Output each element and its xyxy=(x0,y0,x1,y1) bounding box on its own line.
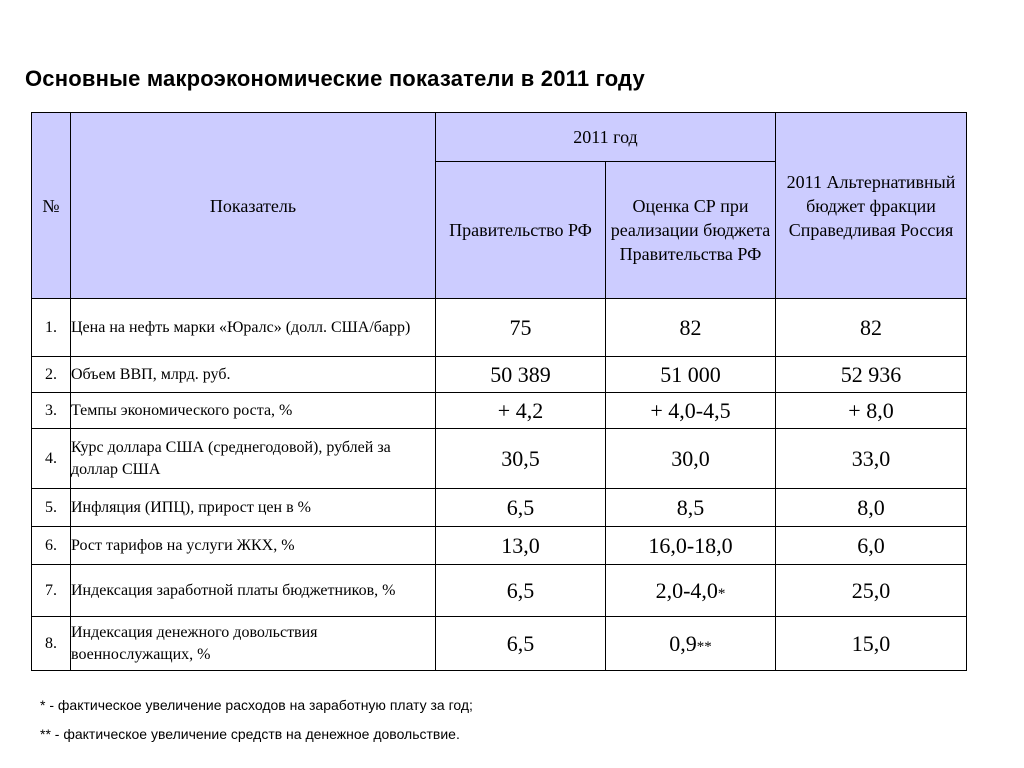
estimate-text: 30,0 xyxy=(671,445,710,471)
estimate-text: + 4,0-4,5 xyxy=(650,397,731,423)
row-number: 3. xyxy=(32,393,71,429)
header-indicator: Показатель xyxy=(71,113,436,299)
row-number: 1. xyxy=(32,299,71,357)
row-number: 4. xyxy=(32,429,71,489)
page-title: Основные макроэкономические показатели в 2011 году xyxy=(25,66,645,91)
table-row xyxy=(32,617,967,671)
value-alternative: 25,0 xyxy=(776,565,967,617)
row-indicator: Инфляция (ИПЦ), прирост цен в % xyxy=(71,489,436,527)
header-estimate: Оценка СР при реализации бюджета Правительства РФ xyxy=(606,162,776,299)
table-row xyxy=(32,357,967,393)
row-indicator: Темпы экономического роста, % xyxy=(71,393,436,429)
row-indicator: Индексация заработной платы бюджетников, % xyxy=(71,565,436,617)
table-row xyxy=(32,565,967,617)
value-government: 50 389 xyxy=(436,357,606,393)
estimate-text: 8,5 xyxy=(676,494,705,520)
value-government: 13,0 xyxy=(436,527,606,565)
header-num: № xyxy=(32,113,71,299)
estimate-text: 16,0-18,0 xyxy=(648,532,733,558)
header-government: Правительство РФ xyxy=(436,162,606,299)
value-estimate xyxy=(606,527,776,565)
value-estimate xyxy=(606,393,776,429)
macro-indicators-table xyxy=(31,112,967,671)
value-estimate xyxy=(606,429,776,489)
value-estimate xyxy=(606,565,776,617)
header-alternative-budget: 2011 Альтернативный бюджет фракции Справедливая Россия xyxy=(776,113,967,299)
row-indicator: Курс доллара США (среднегодовой), рублей за доллар США xyxy=(71,429,436,489)
value-government: 6,5 xyxy=(436,565,606,617)
footnote-marker: ** xyxy=(696,638,712,655)
footnote-marker: * xyxy=(717,585,726,602)
value-government: 30,5 xyxy=(436,429,606,489)
row-indicator: Индексация денежного довольствия военнослужащих, % xyxy=(71,617,436,671)
value-alternative: 15,0 xyxy=(776,617,967,671)
value-alternative: + 8,0 xyxy=(776,393,967,429)
estimate-text: 82 xyxy=(679,314,702,340)
row-number: 2. xyxy=(32,357,71,393)
value-estimate xyxy=(606,357,776,393)
value-alternative: 8,0 xyxy=(776,489,967,527)
value-government: + 4,2 xyxy=(436,393,606,429)
header-year-group: 2011 год xyxy=(436,113,776,162)
value-alternative: 52 936 xyxy=(776,357,967,393)
table-row xyxy=(32,527,967,565)
value-estimate xyxy=(606,489,776,527)
row-indicator: Рост тарифов на услуги ЖКХ, % xyxy=(71,527,436,565)
row-indicator: Объем ВВП, млрд. руб. xyxy=(71,357,436,393)
estimate-text: 51 000 xyxy=(660,361,721,387)
row-number: 6. xyxy=(32,527,71,565)
value-estimate xyxy=(606,299,776,357)
value-government: 6,5 xyxy=(436,617,606,671)
value-government: 75 xyxy=(436,299,606,357)
row-number: 7. xyxy=(32,565,71,617)
footnote-allowance: ** - фактическое увеличение средств на денежное довольствие. xyxy=(40,726,460,742)
value-alternative: 33,0 xyxy=(776,429,967,489)
row-number: 5. xyxy=(32,489,71,527)
row-indicator: Цена на нефть марки «Юралс» (долл. США/барр) xyxy=(71,299,436,357)
table-row xyxy=(32,393,967,429)
value-government: 6,5 xyxy=(436,489,606,527)
footnote-salary: * - фактическое увеличение расходов на заработную плату за год; xyxy=(40,697,473,713)
table-row xyxy=(32,489,967,527)
table-row xyxy=(32,299,967,357)
estimate-text: 0,9 xyxy=(669,630,697,656)
value-alternative: 82 xyxy=(776,299,967,357)
row-number: 8. xyxy=(32,617,71,671)
estimate-text: 2,0-4,0 xyxy=(655,577,718,603)
table-row xyxy=(32,429,967,489)
value-estimate xyxy=(606,617,776,671)
value-alternative: 6,0 xyxy=(776,527,967,565)
